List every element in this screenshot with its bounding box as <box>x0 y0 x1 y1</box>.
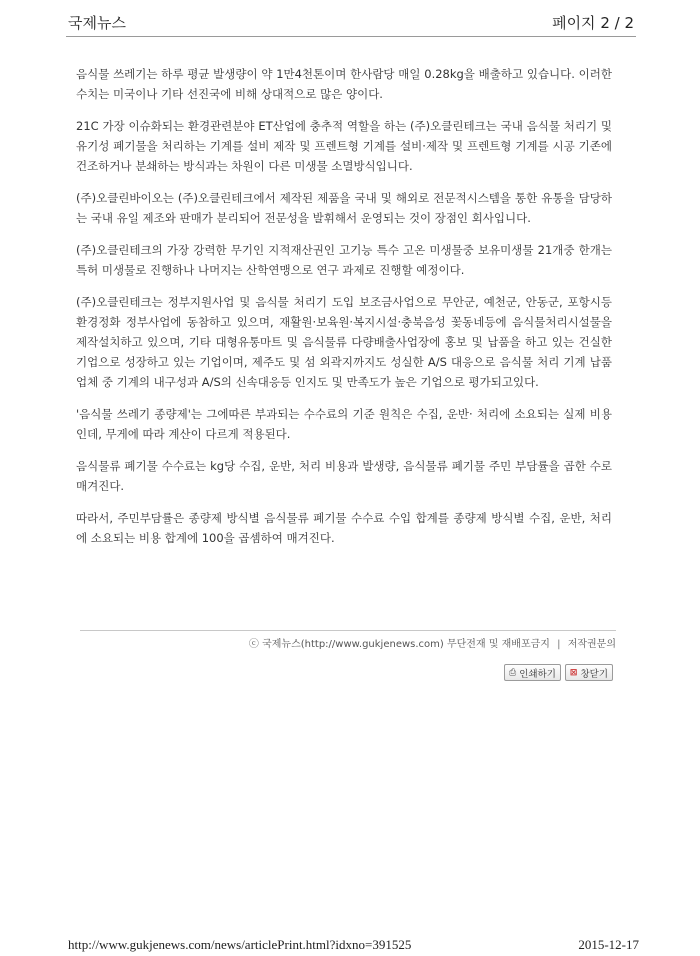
print-button[interactable] <box>504 664 561 681</box>
article-actions <box>504 664 613 681</box>
page-count: 페이지 2 / 2 <box>552 14 634 32</box>
copyright-line <box>80 630 616 650</box>
site-name: 국제뉴스 <box>68 14 126 32</box>
article-paragraph: (주)오클린테크의 가장 강력한 무기인 지적재산권인 고기능 특수 고온 미생물중 보유미생물 21개중 한개는 특허 미생물로 진행하나 나머지는 산학연맹으로 연구 과제로 진행할 예정이다. <box>76 243 612 277</box>
article-paragraph: (주)오클린바이오는 (주)오클린테크에서 제작된 제품을 국내 및 해외로 전문적시스템을 통한 유통을 담당하는 국내 유일 제조와 판매가 분리되어 전문성을 발휘해서 운영되는 것이 장점인 회사입니다. <box>76 191 612 225</box>
printer-icon: ⎙ <box>509 667 517 678</box>
copyright-separator: | <box>557 639 561 650</box>
article-paragraph: '음식물 쓰레기 종량제'는 그에따른 부과되는 수수료의 기준 원칙은 수집, 운반· 처리에 소요되는 실제 비용인데, 무게에 따라 계산이 다르게 적용된다. <box>76 407 612 441</box>
print-button-label: 인쇄하기 <box>519 668 556 680</box>
article-paragraph: 음식물 쓰레기는 하루 평균 발생량이 약 1만4천톤이며 한사람당 매일 0.28kg을 배출하고 있습니다. 이러한 수치는 미국이나 기타 선진국에 비해 상대적으로 많은 양이다. <box>76 67 612 101</box>
article-paragraph: (주)오클린테크는 정부지원사업 및 음식물 처리기 도입 보조금사업으로 무안군, 예천군, 안동군, 포항시등 환경정화 정부사업에 동참하고 있으며, 재활원·보육원·복지시설·충북음성 꽃동네등에 음식물처리시설물을 제작설치하고 있으며, 기타 대형유통마트 및 음식물류 다량배출사업장에 홍보 및 납품을 하고 있는 건실한 기업으로 성장하고 있는 기업이며, 제주도 및 섬 외곽지까지도 성실한 A/S 대응으로 음식물 처리 기계 납품업체 중 기계의 내구성과 A/S의 신속대응등 인지도 및 만족도가 높은 기업으로 평가되고있다. <box>76 295 612 389</box>
footer-date: 2015-12-17 <box>578 937 639 952</box>
page-header <box>66 12 636 37</box>
copyright-inquiry-link[interactable]: 저작권문의 <box>567 639 616 650</box>
close-icon: ⊠ <box>569 667 578 678</box>
close-window-button[interactable] <box>565 664 613 681</box>
article-paragraph: 음식물류 폐기물 수수료는 kg당 수집, 운반, 처리 비용과 발생량, 음식물류 폐기물 주민 부담률을 곱한 수로 매겨진다. <box>76 459 612 493</box>
article-paragraph: 따라서, 주민부담률은 종량제 방식별 음식물류 폐기물 수수료 수입 합계를 종량제 방식별 수집, 운반, 처리에 소요되는 비용 합계에 100을 곱셈하여 매겨진다. <box>76 511 612 545</box>
footer-url: http://www.gukjenews.com/news/articlePrint.html?idxno=391525 <box>68 937 412 952</box>
copyright-notice: ⓒ 국제뉴스(http://www.gukjenews.com) 무단전재 및 재배포금지 <box>248 639 550 650</box>
article-paragraph: 21C 가장 이슈화되는 환경관련분야 ET산업에 충추적 역할을 하는 (주)오클린테크는 국내 음식물 처리기 및 유기성 폐기물을 처리하는 기계를 설비 제작 및 프렌트형 기계를 설비·제작 및 프렌트형 기계를 시공 기존에 건조하거나 분쇄하는 방식과는 차원이 다른 미생물 소멸방식입니다. <box>76 119 612 173</box>
close-button-label: 창닫기 <box>580 668 608 680</box>
article-body <box>76 64 612 560</box>
